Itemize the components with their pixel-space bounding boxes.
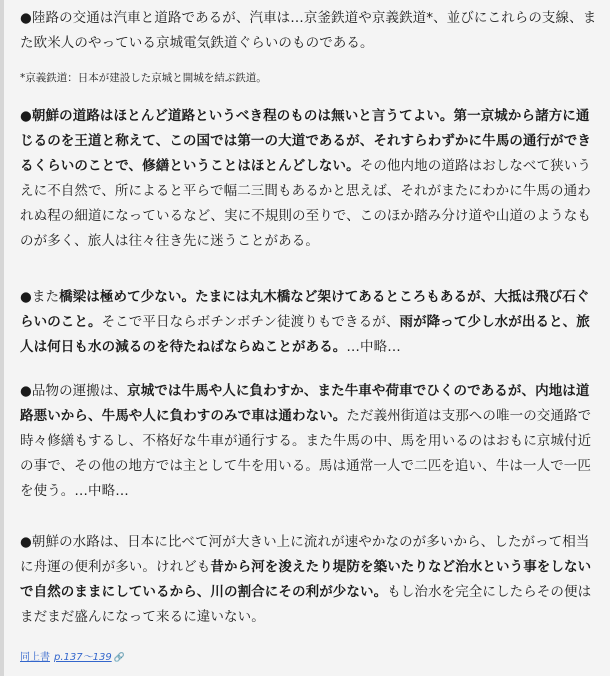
paragraph-bridges: [20, 285, 598, 360]
chain-link-icon: 🔗: [113, 653, 125, 663]
paragraph-land-transport: [20, 6, 598, 56]
paragraph-goods-transport: [20, 379, 598, 504]
source-citation: [20, 651, 125, 665]
text: ●陸路の交通は汽車と道路であるが、汽車は…京釜鉄道や京義鉄道*、並びにこれらの支線、また欧米人のやっている京城電気鉄道ぐらいのものである。: [20, 10, 597, 51]
text: ●: [20, 108, 32, 124]
text: ●品物の運搬は、: [20, 383, 128, 399]
source-pages-link[interactable]: p.137～139: [54, 652, 112, 663]
footnote-keigi-railway: *京義鉄道：日本が建設した京城と開城を結ぶ鉄道。: [20, 72, 267, 84]
bold-text: 京城では牛馬や人に負わすか、また牛車や荷車でひくのであるが、内地は道路悪いから、牛馬や人に負わすのみで車は通わない。: [20, 383, 590, 424]
source-book-link[interactable]: 同上書: [20, 652, 50, 663]
bold-text: 朝鮮の道路はほとんど道路というべき程のものは無いと言うてよい。第一京城から諸方に通じるのを王道と称えて、この国では第一の大道であるが、それすらわずかに牛馬の通行ができるくらいのことで、修繕ということはほとんどしない。: [20, 108, 591, 174]
bold-text: 橋梁は極めて少ない。たまには丸木橋など架けてあるところもあるが、大抵は飛び石ぐらいのこと。: [20, 289, 590, 330]
text: そこで平日ならボチンボチン徒渡りもできるが、: [101, 314, 400, 330]
text: もし治水を完全にしたらその便はまだまだ盛んになって来るに違いない。: [20, 584, 592, 625]
text: ただ義州街道は支那への唯一の交通路で時々修繕もするし、不格好な牛車が通行する。また牛馬の中、馬を用いるのはおもに京城付近の事で、その他の地方では主として牛を用いる。馬は通常一人で二匹を追い、牛は一人で一匹を使う。…中略…: [20, 408, 592, 499]
bold-text: 雨が降って少し水が出ると、旅人は何日も水の減るのを待たねばならぬことがある。: [20, 314, 590, 355]
text: その他内地の道路はおしなべて狭いうえに不自然で、所によると平らで幅二三間もあるかと思えば、それがまたにわかに牛馬の通われぬ程の細道になっているなど、実に不規則の至りで、このほか踏み分け道や山道のようなものが多く、旅人は往々往き先に迷うことがある。: [20, 158, 591, 249]
text: ●また: [20, 289, 60, 305]
bold-text: 昔から河を浚えたり堤防を築いたりなど治水という事をしないで自然のままにしているから、川の割合にその利が少ない。: [20, 559, 592, 600]
text: …中略…: [346, 339, 401, 355]
paragraph-roads: [20, 104, 598, 254]
paragraph-waterways: [20, 530, 598, 630]
text: ●朝鮮の水路は、日本に比べて河が大きい上に流れが速やかなのが多いから、したがって相当に舟運の便利が多い。けれども: [20, 534, 590, 575]
